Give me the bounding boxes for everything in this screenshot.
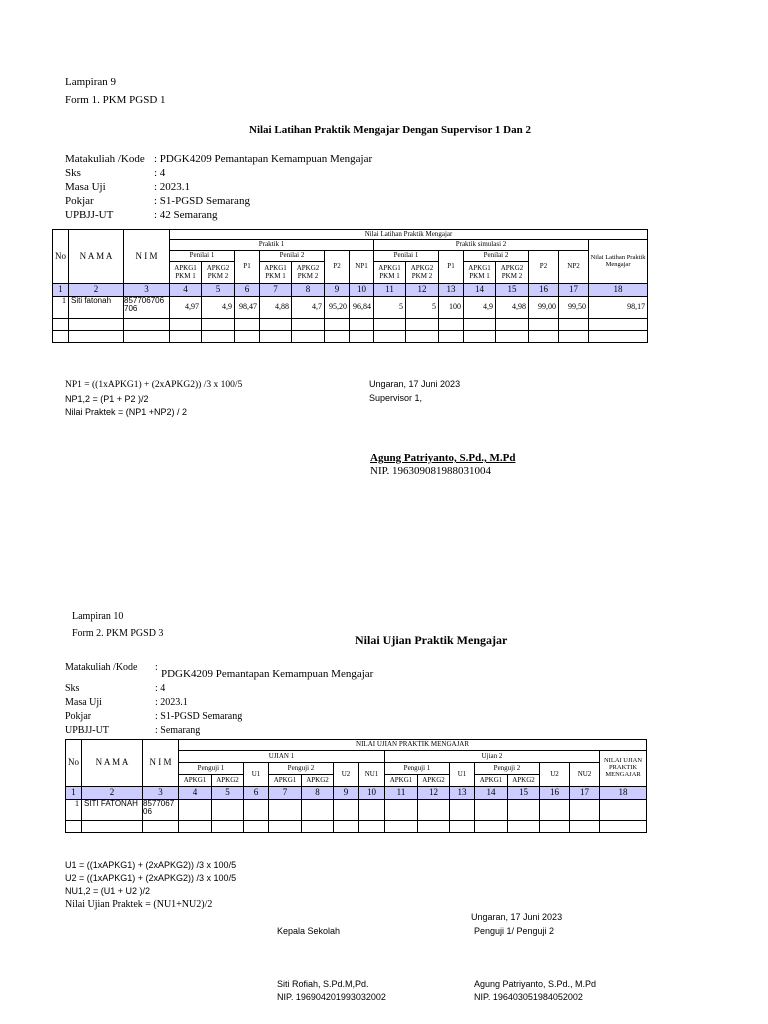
page-title: Nilai Ujian Praktik Mengajar: [355, 633, 508, 647]
column-number-row: [53, 284, 648, 297]
info-label: Sks: [65, 683, 80, 694]
score-cell: 99,50: [559, 297, 589, 319]
penilai1-header: Penilai 1: [374, 251, 439, 262]
col-number: 11: [385, 787, 418, 800]
left-signer-nip: NIP. 196904201993032002: [277, 992, 386, 1002]
col-number: 11: [374, 284, 406, 297]
info-label: UPBJJ-UT: [65, 725, 109, 736]
row-nama: SITI FATONAH: [82, 800, 143, 821]
info-value: : 2023.1: [155, 697, 188, 708]
signer-nip: NIP. 196309081988031004: [370, 465, 492, 477]
praktik2-header: Praktik simulasi 2: [374, 240, 589, 251]
apkg2-header: APKG2: [418, 775, 450, 787]
right-signer-nip: NIP. 196403051984052002: [474, 992, 583, 1002]
score-cell: 98,47: [235, 297, 260, 319]
u1-header: U1: [244, 763, 269, 787]
u1-header: U1: [450, 763, 475, 787]
formula-line: NU1,2 = (U1 + U2 )/2: [65, 886, 151, 896]
col-number: 5: [202, 284, 235, 297]
info-label: Pokjar: [65, 711, 92, 722]
col-number: 10: [350, 284, 374, 297]
col-number: 15: [496, 284, 529, 297]
col-number: 7: [269, 787, 302, 800]
score-cell: 4,9: [464, 297, 496, 319]
col-number: 2: [82, 787, 143, 800]
col-number: 8: [292, 284, 325, 297]
col-number: 18: [600, 787, 647, 800]
praktik1-header: Praktik 1: [170, 240, 374, 251]
form-code: Form 1. PKM PGSD 1: [65, 94, 166, 106]
info-label: Masa Uji: [65, 181, 106, 193]
info-label: Sks: [65, 167, 81, 179]
col-number: 12: [406, 284, 439, 297]
col-nama-header: N A M A: [82, 740, 143, 787]
apkg2-header: APKG2: [302, 775, 334, 787]
apkg2-header: APKG2: [508, 775, 540, 787]
left-signer-name: Siti Rofiah, S.Pd.M,Pd.: [277, 979, 369, 989]
row-no: 1: [53, 297, 69, 319]
table-row: [53, 297, 648, 319]
info-label: Matakuliah /Kode: [65, 153, 145, 165]
formula-line: U2 = ((1xAPKG1) + (2xAPKG2)) /3 x 100/5: [65, 873, 237, 883]
apkg1-header: APKG1: [385, 775, 418, 787]
score-cell: 98,17: [589, 297, 648, 319]
col-number: 2: [69, 284, 124, 297]
col-number: 17: [570, 787, 600, 800]
col-number: 3: [124, 284, 170, 297]
info-value: :: [155, 662, 158, 673]
col-number: 16: [529, 284, 559, 297]
col-number: 10: [359, 787, 385, 800]
penilai1-header: Penilai 1: [170, 251, 235, 262]
col-number: 4: [179, 787, 212, 800]
info-label: UPBJJ-UT: [65, 209, 114, 221]
col-number: 17: [559, 284, 589, 297]
col-number: 18: [589, 284, 648, 297]
ujian1-header: UJIAN 1: [179, 751, 385, 763]
exam-table: [65, 739, 647, 833]
info-value: : 42 Semarang: [154, 209, 218, 221]
apkg1-header: APKG1 PKM 1: [260, 262, 292, 284]
lampiran-label: Lampiran 9: [65, 76, 117, 88]
np1-header: NP1: [350, 251, 374, 284]
empty-row: [53, 331, 648, 343]
p1-header: P1: [439, 251, 464, 284]
right-role: Penguji 1/ Penguji 2: [474, 926, 555, 936]
penguji1-header: Penguji 1: [179, 763, 244, 775]
score-cell: 4,98: [496, 297, 529, 319]
table-row: [66, 800, 647, 821]
place-date: Ungaran, 17 Juni 2023: [471, 912, 563, 922]
col-number: 6: [235, 284, 260, 297]
info-value: : S1-PGSD Semarang: [155, 711, 243, 722]
apkg1-header: APKG1 PKM 1: [464, 262, 496, 284]
col-number: 13: [450, 787, 475, 800]
empty-row: [53, 319, 648, 331]
np2-header: NP2: [559, 251, 589, 284]
apkg2-header: APKG2 PKM 2: [202, 262, 235, 284]
final-header: Nilai Latihan Praktik Mengajar: [589, 240, 648, 284]
info-value: : 4: [155, 683, 166, 694]
apkg2-header: APKG2: [212, 775, 244, 787]
col-number: 13: [439, 284, 464, 297]
col-number: 3: [143, 787, 179, 800]
final-header: NILAI UJIAN PRAKTIK MENGAJAR: [600, 751, 647, 787]
page-title: Nilai Latihan Praktik Mengajar Dengan Supervisor 1 Dan 2: [249, 124, 531, 136]
score-cell: 5: [406, 297, 439, 319]
group-header: NILAI UJIAN PRAKTIK MENGAJAR: [179, 740, 647, 751]
column-number-row: [66, 787, 647, 800]
signer-role: Supervisor 1,: [369, 393, 423, 403]
nu1-header: NU1: [359, 763, 385, 787]
penguji1-header: Penguji 1: [385, 763, 450, 775]
group-header: Nilai Latihan Praktik Mengajar: [170, 230, 648, 240]
info-label: Matakuliah /Kode: [65, 662, 138, 673]
score-cell: 4,7: [292, 297, 325, 319]
col-number: 9: [334, 787, 359, 800]
form-code: Form 2. PKM PGSD 3: [72, 628, 164, 639]
apkg1-header: APKG1: [475, 775, 508, 787]
info-value: : Semarang: [155, 725, 201, 736]
apkg1-header: APKG1: [269, 775, 302, 787]
col-number: 9: [325, 284, 350, 297]
info-value: : 4: [154, 167, 166, 179]
col-number: 8: [302, 787, 334, 800]
score-cell: 100: [439, 297, 464, 319]
ujian2-header: Ujian 2: [385, 751, 600, 763]
col-nim-header: N I M: [124, 230, 170, 284]
col-number: 12: [418, 787, 450, 800]
col-number: 6: [244, 787, 269, 800]
u2-header: U2: [334, 763, 359, 787]
penguji2-header: Penguji 2: [475, 763, 540, 775]
formula-line: NP1 = ((1xAPKG1) + (2xAPKG2)) /3 x 100/5: [65, 380, 243, 390]
score-table: [52, 229, 648, 343]
right-signer-name: Agung Patriyanto, S.Pd., M.Pd: [474, 979, 597, 989]
info-value: : S1-PGSD Semarang: [154, 195, 250, 207]
u2-header: U2: [540, 763, 570, 787]
col-number: 14: [464, 284, 496, 297]
col-number: 5: [212, 787, 244, 800]
formula-line: U1 = ((1xAPKG1) + (2xAPKG2)) /3 x 100/5: [65, 860, 237, 870]
score-cell: 95,20: [325, 297, 350, 319]
score-cell: 5: [374, 297, 406, 319]
score-cell: 4,88: [260, 297, 292, 319]
penilai2-header: Penilai 2: [464, 251, 529, 262]
col-nama-header: N A M A: [69, 230, 124, 284]
left-role: Kepala Sekolah: [277, 926, 341, 936]
info-label: Pokjar: [65, 195, 94, 207]
col-no-header: No: [53, 230, 69, 284]
place-date: Ungaran, 17 Juni 2023: [369, 379, 461, 389]
apkg2-header: APKG2 PKM 2: [496, 262, 529, 284]
formula-line: Nilai Praktek = (NP1 +NP2) / 2: [65, 407, 188, 417]
p2-header: P2: [325, 251, 350, 284]
col-nim-header: N I M: [143, 740, 179, 787]
col-number: 1: [66, 787, 82, 800]
p1-header: P1: [235, 251, 260, 284]
empty-row: [66, 821, 647, 833]
col-number: 7: [260, 284, 292, 297]
info-value: : 2023.1: [154, 181, 191, 193]
col-number: 14: [475, 787, 508, 800]
score-cell: 96,84: [350, 297, 374, 319]
formula-line: NP1,2 = (P1 + P2 )/2: [65, 394, 149, 404]
penguji2-header: Penguji 2: [269, 763, 334, 775]
formula-line: Nilai Ujian Praktek = (NU1+NU2)/2: [65, 899, 213, 910]
col-number: 1: [53, 284, 69, 297]
info-label: Masa Uji: [65, 697, 102, 708]
course-name: PDGK4209 Pemantapan Kemampuan Mengajar: [161, 668, 374, 680]
col-number: 16: [540, 787, 570, 800]
apkg2-header: APKG2 PKM 2: [406, 262, 439, 284]
penilai2-header: Penilai 2: [260, 251, 325, 262]
score-cell: 4,97: [170, 297, 202, 319]
info-value: : PDGK4209 Pemantapan Kemampuan Mengajar: [154, 153, 373, 165]
apkg2-header: APKG2 PKM 2: [292, 262, 325, 284]
nu2-header: NU2: [570, 763, 600, 787]
row-no: 1: [66, 800, 82, 821]
score-cell: 4,9: [202, 297, 235, 319]
col-number: 15: [508, 787, 540, 800]
col-number: 4: [170, 284, 202, 297]
signer-name: Agung Patriyanto, S.Pd., M.Pd: [370, 452, 516, 464]
row-nim: 857706706 706: [124, 297, 170, 319]
apkg1-header: APKG1 PKM 1: [374, 262, 406, 284]
apkg1-header: APKG1: [179, 775, 212, 787]
row-nim: 8577067 06: [143, 800, 179, 821]
lampiran-label: Lampiran 10: [72, 611, 124, 622]
col-no-header: No: [66, 740, 82, 787]
apkg1-header: APKG1 PKM 1: [170, 262, 202, 284]
p2-header: P2: [529, 251, 559, 284]
row-nama: Siti fatonah: [69, 297, 124, 319]
score-cell: 99,00: [529, 297, 559, 319]
